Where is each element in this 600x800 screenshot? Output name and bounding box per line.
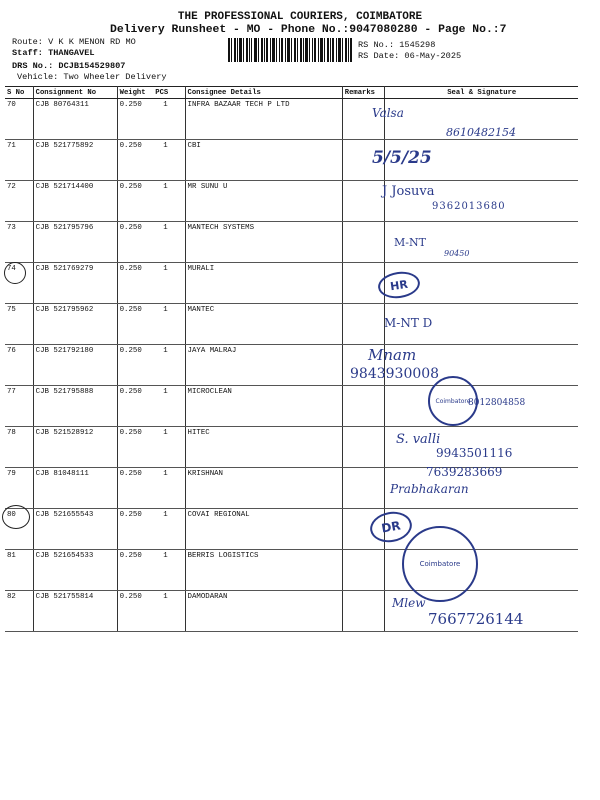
header-details: Consignee Details [185,87,342,99]
table-row [5,304,578,345]
handwritten-phone: 9362013680 [432,201,506,212]
cell-consignment: CJB 521795962 [33,304,117,345]
table-row [5,263,578,304]
cell-consignee-details: KRISHNAN [185,468,342,509]
cell-sno: 79 [5,468,33,509]
table-row [5,345,578,386]
handwritten-signature: M-NT D [384,316,433,330]
cell-pcs: 1 [153,140,185,181]
handwritten-phone: 9943501116 [436,446,513,460]
handwritten-name: S. valli [396,432,441,447]
handwritten-circle-mark [2,505,30,529]
cell-consignee-details: MR SUNU U [185,181,342,222]
handwritten-signature: M-NT [394,236,426,249]
cell-consignment: CJB 521755814 [33,591,117,632]
cell-remarks [342,427,385,468]
cell-consignee-details: DAMODARAN [185,591,342,632]
runsheet-table [5,86,578,632]
cell-remarks [342,468,385,509]
cell-remarks [342,550,385,591]
cell-sno: 72 [5,181,33,222]
cell-pcs: 1 [153,509,185,550]
cell-consignment: CJB 521528912 [33,427,117,468]
cell-weight: 0.250 [117,550,153,591]
header-remarks: Remarks [342,87,385,99]
staff-label: Staff: THANGAVEL [12,48,95,58]
rs-date: RS Date: 06-May-2025 [358,51,462,61]
header-consignment: Consignment No [33,87,117,99]
vehicle-label: Vehicle: Two Wheeler Delivery [17,72,167,82]
table-body [5,99,578,632]
handwritten-number: 90450 [444,249,470,258]
cell-consignment: CJB 521792180 [33,345,117,386]
company-seal-stamp: Coimbatore [428,376,478,426]
cell-weight: 0.250 [117,468,153,509]
handwritten-name: Mnam [368,346,417,364]
cell-weight: 0.250 [117,263,153,304]
cell-consignee-details: MICROCLEAN [185,386,342,427]
table-row [5,550,578,591]
cell-weight: 0.250 [117,140,153,181]
cell-pcs: 1 [153,304,185,345]
header-signature: Seal & Signature [385,87,578,99]
header-pcs: PCS [153,87,185,99]
cell-pcs: 1 [153,468,185,509]
cell-consignee-details: MANTEC [185,304,342,345]
cell-sno: 78 [5,427,33,468]
cell-weight: 0.250 [117,304,153,345]
handwritten-phone: 7639283669 [426,465,503,479]
cell-consignment: CJB 521654533 [33,550,117,591]
cell-pcs: 1 [153,386,185,427]
cell-consignment: CJB 521795888 [33,386,117,427]
handwritten-signature: Mlew [392,596,426,610]
cell-pcs: 1 [153,591,185,632]
cell-pcs: 1 [153,263,185,304]
company-title: THE PROFESSIONAL COURIERS, COIMBATORE [177,11,423,23]
cell-consignment: CJB 521769279 [33,263,117,304]
cell-remarks [342,304,385,345]
cell-consignment: CJB 521775892 [33,140,117,181]
handwritten-circle-mark [4,262,26,284]
handwritten-phone: 8012804858 [468,398,526,408]
cell-consignee-details: BERRIS LOGISTICS [185,550,342,591]
cell-remarks [342,591,385,632]
rs-number: RS No.: 1545298 [358,40,436,50]
cell-sno: 81 [5,550,33,591]
cell-pcs: 1 [153,222,185,263]
cell-consignee-details: MANTECH SYSTEMS [185,222,342,263]
cell-pcs: 1 [153,181,185,222]
runsheet-title: Delivery Runsheet - MO - Phone No.:9047080280 - Page No.:7 [110,24,507,36]
cell-pcs: 1 [153,427,185,468]
cell-sno: 74 [5,263,33,304]
handwritten-phone: 9843930008 [350,366,440,382]
cell-consignment: CJB 521795796 [33,222,117,263]
cell-consignment: CJB 80764311 [33,99,117,140]
table-row [5,140,578,181]
cell-sno: 73 [5,222,33,263]
drs-label: DRS No.: DCJB154529807 [12,61,126,71]
cell-pcs: 1 [153,550,185,591]
cell-consignee-details: HITEC [185,427,342,468]
cell-weight: 0.250 [117,509,153,550]
cell-weight: 0.250 [117,181,153,222]
handwritten-date: 5/5/25 [372,148,432,168]
cell-weight: 0.250 [117,345,153,386]
handwritten-phone: 7667726144 [428,610,524,628]
handwritten-initials: HR [376,269,421,301]
cell-remarks [342,386,385,427]
cell-sno: 76 [5,345,33,386]
cell-consignee-details: MURALI [185,263,342,304]
cell-consignee-details: COVAI REGIONAL [185,509,342,550]
table-header-row [5,87,578,99]
cell-sno: 70 [5,99,33,140]
cell-sno: 80 [5,509,33,550]
cell-remarks [342,222,385,263]
company-seal-stamp: Coimbatore [402,526,478,602]
cell-pcs: 1 [153,345,185,386]
handwritten-name: J Josuva [382,184,435,199]
header-weight: Weight [117,87,153,99]
cell-weight: 0.250 [117,99,153,140]
cell-consignment: CJB 521714400 [33,181,117,222]
handwritten-phone: 8610482154 [446,126,516,139]
cell-sno: 77 [5,386,33,427]
cell-consignment: CJB 521655543 [33,509,117,550]
table-row [5,509,578,550]
header-sno: S No [5,87,33,99]
cell-consignee-details: CBI [185,140,342,181]
handwritten-name: Prabhakaran [390,482,469,496]
cell-pcs: 1 [153,99,185,140]
cell-weight: 0.250 [117,386,153,427]
cell-weight: 0.250 [117,427,153,468]
cell-sno: 71 [5,140,33,181]
cell-consignee-details: INFRA BAZAAR TECH P LTD [185,99,342,140]
handwritten-initials: DR [368,509,415,546]
cell-weight: 0.250 [117,591,153,632]
cell-consignee-details: JAYA MALRAJ [185,345,342,386]
handwritten-signature: Valsa [372,106,404,120]
table-row [5,222,578,263]
cell-sno: 75 [5,304,33,345]
cell-weight: 0.250 [117,222,153,263]
cell-consignment: CJB 81048111 [33,468,117,509]
route-label: Route: V K K MENON RD MO [12,37,136,47]
barcode [228,38,352,62]
cell-sno: 82 [5,591,33,632]
cell-remarks [342,181,385,222]
